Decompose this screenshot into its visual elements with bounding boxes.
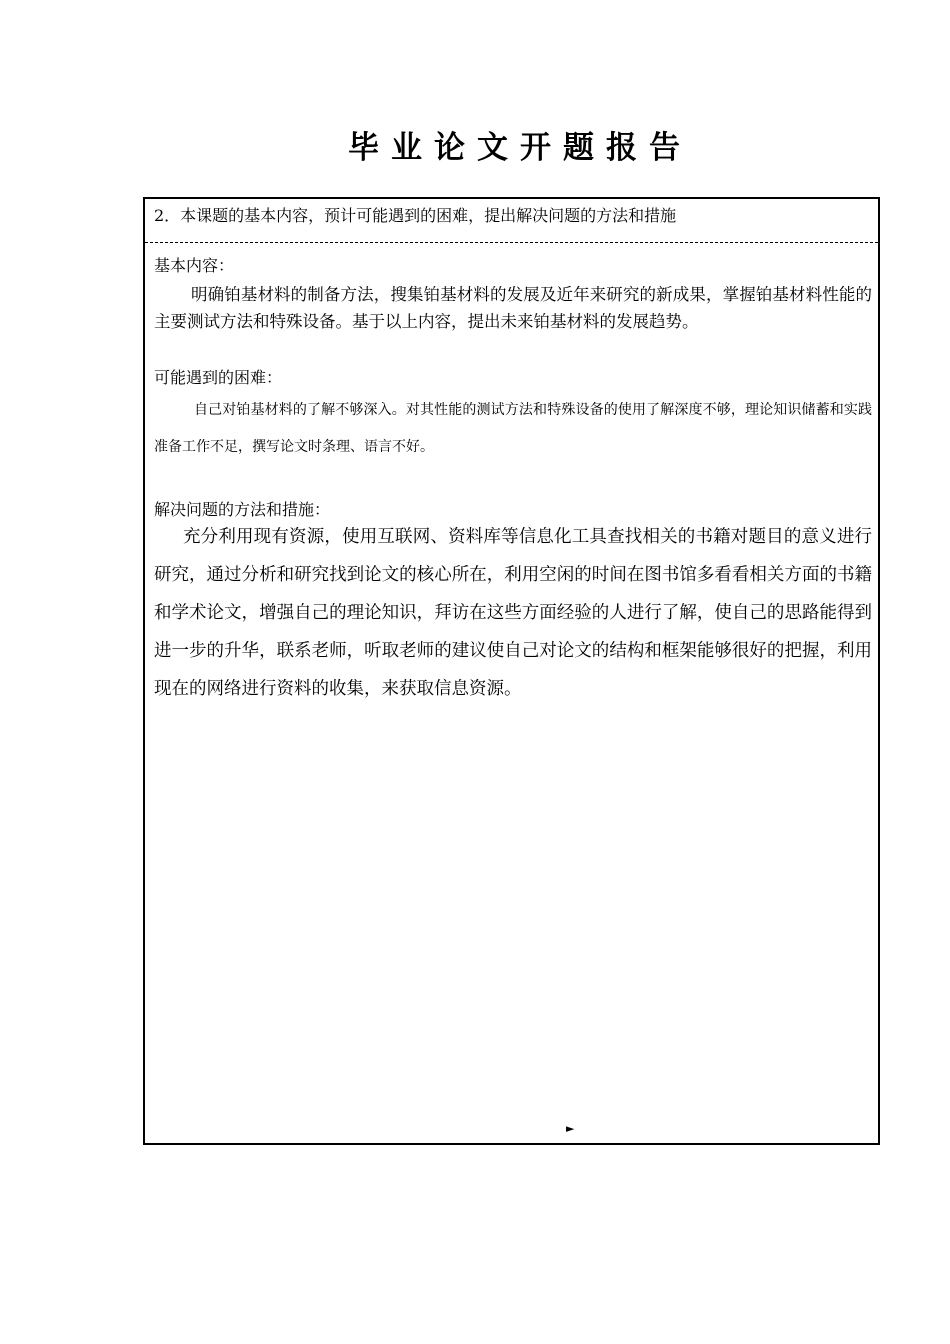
difficulties-label: 可能遇到的困难：	[154, 368, 283, 387]
document-title: 毕业论文开题报告	[348, 130, 692, 166]
basic-content-text: 明确铂基材料的制备方法，搜集铂基材料的发展及近年来研究的新成果，掌握铂基材料性能的主要测试方法和特殊设备。基于以上内容，提出未来铂基材料的发展趋势。	[154, 285, 872, 331]
right-triangle-icon: ►	[566, 1122, 575, 1135]
difficulties-text: 自己对铂基材料的了解不够深入。对其性能的测试方法和特殊设备的使用了解深度不够，理论知识储蓄和实践准备工作不足，撰写论文时条理、语言不好。	[154, 402, 872, 455]
section-content	[154, 255, 872, 708]
dashed-divider	[145, 242, 878, 243]
section-heading: 2．本课题的基本内容，预计可能遇到的困难，提出解决问题的方法和措施	[154, 206, 677, 225]
report-section-box	[143, 197, 880, 1145]
basic-content-label: 基本内容：	[154, 256, 235, 275]
methods-text: 充分利用现有资源，使用互联网、资料库等信息化工具查找相关的书籍对题目的意义进行研究，通过分析和研究找到论文的核心所在，利用空闲的时间在图书馆多看看相关方面的书籍和学术论文，增强自己的理论知识，拜访在这些方面经验的人进行了解，使自己的思路能得到进一步的升华，联系老师，听取老师的建议使自己对论文的结构和框架能够很好的把握，利用现在的网络进行资料的收集，来获取信息资源。	[154, 527, 872, 699]
methods-label: 解决问题的方法和措施：	[154, 500, 331, 519]
